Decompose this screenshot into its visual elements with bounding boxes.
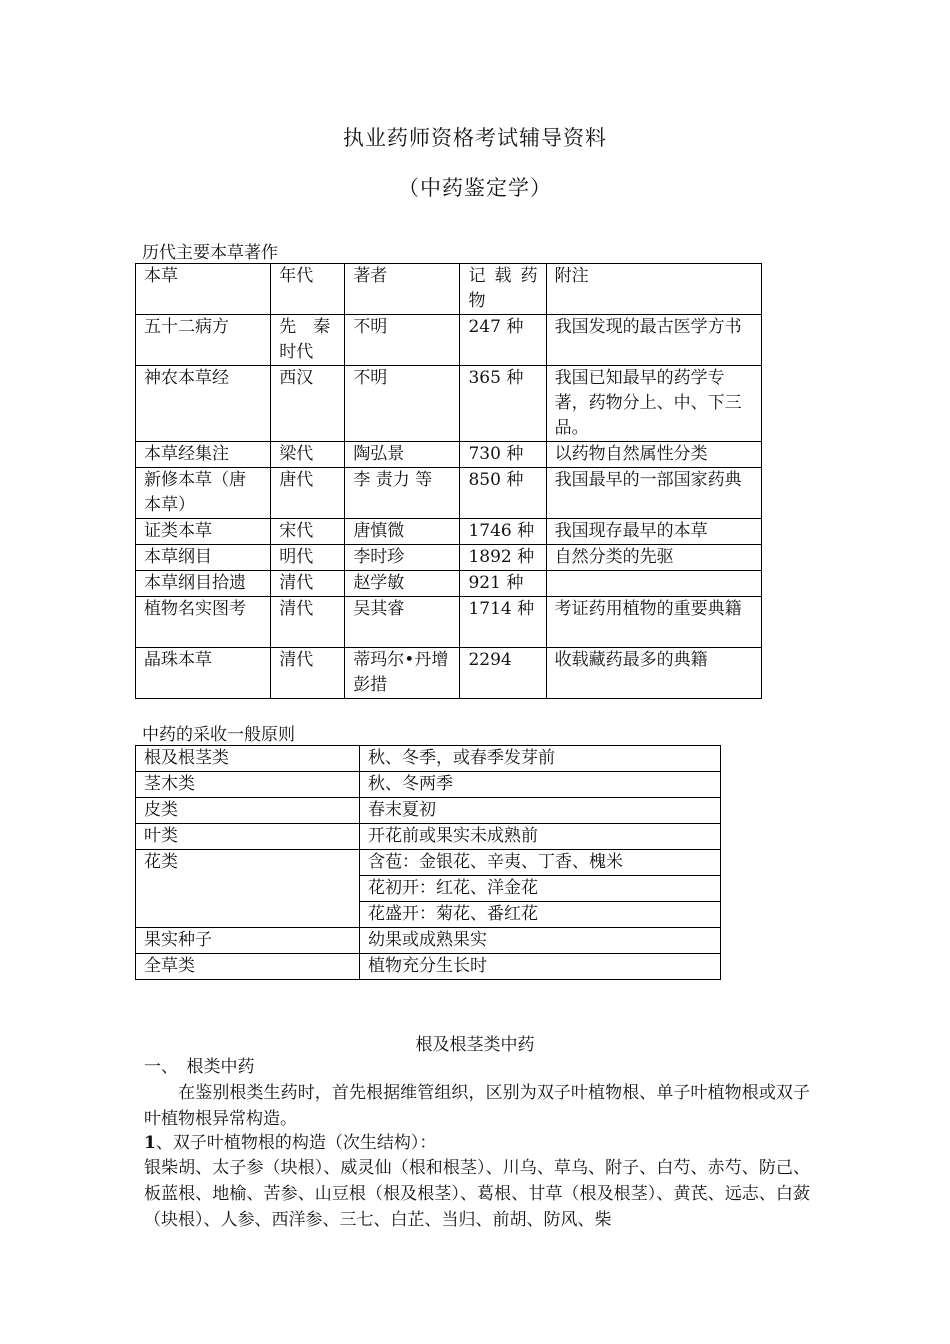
table-cell: 植物名实图考 [136, 597, 271, 648]
table-cell: 茎木类 [136, 772, 360, 798]
table-cell: 唐慎微 [345, 519, 460, 545]
table-cell: 我国发现的最古医学方书 [546, 315, 761, 366]
table-cell: 陶弘景 [345, 442, 460, 468]
header-cell: 年代 [271, 264, 345, 315]
table-cell: 本草纲目 [136, 545, 271, 571]
table-cell: 根及根茎类 [136, 746, 360, 772]
table-cell: 730 种 [460, 442, 546, 468]
table-row [136, 442, 762, 468]
table-cell: 叶类 [136, 824, 360, 850]
table-cell: 先 秦时代 [271, 315, 345, 366]
table-row [136, 928, 721, 954]
table-row [136, 366, 762, 442]
table-cell: 850 种 [460, 468, 546, 519]
table-cell: 植物充分生长时 [360, 954, 721, 980]
table-cell: 秋、冬季，或春季发芽前 [360, 746, 721, 772]
table-cell: 花盛开：菊花、番红花 [360, 902, 721, 928]
table-cell: 247 种 [460, 315, 546, 366]
table-row [136, 597, 762, 648]
table-cell: 含苞：金银花、辛夷、丁香、槐米 [360, 850, 721, 876]
table-cell: 皮类 [136, 798, 360, 824]
table-cell: 新修本草（唐本草） [136, 468, 271, 519]
table-cell: 清代 [271, 597, 345, 648]
table-cell: 神农本草经 [136, 366, 271, 442]
table-cell: 果实种子 [136, 928, 360, 954]
table-cell: 921 种 [460, 571, 546, 597]
herbal-classics-table [135, 263, 762, 699]
table-cell: 2294 [460, 648, 546, 699]
table-cell: 收载藏药最多的典籍 [546, 648, 761, 699]
table-cell: 宋代 [271, 519, 345, 545]
table-cell: 1892 种 [460, 545, 546, 571]
table-cell: 秋、冬两季 [360, 772, 721, 798]
table-cell: 我国现存最早的本草 [546, 519, 761, 545]
table-cell: 365 种 [460, 366, 546, 442]
item-text: 、双子叶植物根的构造（次生结构）： [155, 1133, 437, 1153]
table-row [136, 315, 762, 366]
document-title: 执业药师资格考试辅导资料 [343, 126, 607, 150]
table-cell: 五十二病方 [136, 315, 271, 366]
table-cell: 花初开：红花、洋金花 [360, 876, 721, 902]
table-cell: 以药物自然属性分类 [546, 442, 761, 468]
table-row [136, 746, 721, 772]
table-cell: 明代 [271, 545, 345, 571]
table-cell: 唐代 [271, 468, 345, 519]
table-row [136, 850, 721, 876]
table-header-row [136, 264, 762, 315]
table-cell: 1746 种 [460, 519, 546, 545]
table-cell: 蒂玛尔•丹增彭措 [345, 648, 460, 699]
table-cell: 春末夏初 [360, 798, 721, 824]
table-cell: 自然分类的先驱 [546, 545, 761, 571]
table-row [136, 571, 762, 597]
table-cell: 开花前或果实未成熟前 [360, 824, 721, 850]
item-number: 1 [144, 1133, 156, 1153]
table-row [136, 545, 762, 571]
table-cell: 清代 [271, 571, 345, 597]
numbered-item [144, 1131, 436, 1156]
table-cell: 不明 [345, 315, 460, 366]
table-cell: 不明 [345, 366, 460, 442]
table-cell: 1714 种 [460, 597, 546, 648]
table-cell: 花类 [136, 850, 360, 928]
header-cell: 本草 [136, 264, 271, 315]
table-cell: 全草类 [136, 954, 360, 980]
table-cell: 考证药用植物的重要典籍 [546, 597, 761, 648]
table-cell: 吴其睿 [345, 597, 460, 648]
table-row [136, 772, 721, 798]
table-cell: 我国最早的一部国家药典 [546, 468, 761, 519]
subsection-heading: 一、 根类中药 [144, 1057, 255, 1077]
table-cell: 我国已知最早的药学专著，药物分上、中、下三品。 [546, 366, 761, 442]
table-cell: 赵学敏 [345, 571, 460, 597]
table-row [136, 468, 762, 519]
table2-caption: 中药的采收一般原则 [142, 725, 295, 745]
table-row [136, 648, 762, 699]
paragraph: 银柴胡、太子参（块根）、威灵仙（根和根茎）、川乌、草乌、附子、白芍、赤芍、防己、板蓝根、地榆、苦参、山豆根（根及根茎）、葛根、甘草（根及根茎）、黄芪、远志、白蔹（块根）、人参、西洋参、三七、白芷、当归、前胡、防风、柴 [144, 1158, 810, 1230]
table-cell: 梁代 [271, 442, 345, 468]
table-row [136, 798, 721, 824]
table-cell: 西汉 [271, 366, 345, 442]
table-cell: 本草经集注 [136, 442, 271, 468]
header-cell: 记 载 药物 [460, 264, 546, 315]
table-cell: 晶珠本草 [136, 648, 271, 699]
table-cell: 清代 [271, 648, 345, 699]
table-cell [546, 571, 761, 597]
table-cell: 本草纲目拾遗 [136, 571, 271, 597]
table-cell: 李 责力 等 [345, 468, 460, 519]
header-cell: 著者 [345, 264, 460, 315]
table-row [136, 824, 721, 850]
table1-caption: 历代主要本草著作 [142, 243, 278, 263]
paragraph: 在鉴别根类生药时，首先根据维管组织，区别为双子叶植物根、单子叶植物根或双子叶植物根异常构造。 [144, 1083, 810, 1129]
header-cell: 附注 [546, 264, 761, 315]
table-cell: 李时珍 [345, 545, 460, 571]
section-heading: 根及根茎类中药 [415, 1035, 535, 1055]
document-subtitle: （中药鉴定学） [398, 176, 552, 200]
table-row [136, 519, 762, 545]
table-cell: 幼果或成熟果实 [360, 928, 721, 954]
table-cell: 证类本草 [136, 519, 271, 545]
table-row [136, 954, 721, 980]
harvest-principles-table [135, 745, 721, 980]
